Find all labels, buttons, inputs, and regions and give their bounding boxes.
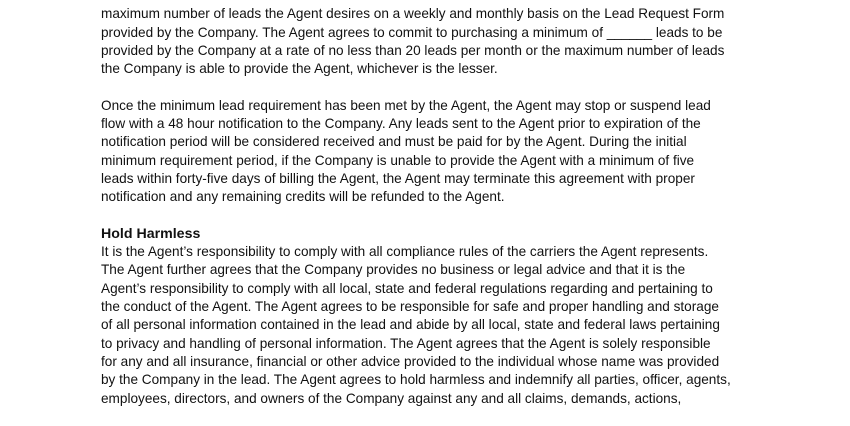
text-line: Agent’s responsibility to comply with all local, state and federal regulations regarding and pertaining to xyxy=(101,280,713,296)
text-line: provided by the Company. The Agent agrees to commit to purchasing a minimum of ______ leads to be xyxy=(101,24,723,40)
text-line: Once the minimum lead requirement has been met by the Agent, the Agent may stop or suspend lead xyxy=(101,97,711,113)
text-line: to privacy and handling of personal information. The Agent agrees that the Agent is solely responsible xyxy=(101,335,711,351)
text-line: minimum requirement period, if the Company is unable to provide the Agent with a minimum of five xyxy=(101,152,695,168)
text-line: notification and any remaining credits will be refunded to the Agent. xyxy=(101,189,505,205)
text-line: flow with a 48 hour notification to the Company. Any leads sent to the Agent prior to expiration of the xyxy=(101,116,701,132)
text-line: notification period will be considered received and must be paid for by the Agent. During the initial xyxy=(101,134,687,150)
text-line: the Company is able to provide the Agent, whichever is the lesser. xyxy=(101,61,498,77)
text-line: of all personal information contained in the lead and abide by all local, state and federal laws pertaining xyxy=(101,317,720,333)
text-line: employees, directors, and owners of the Company against any and all claims, demands, actions, xyxy=(101,390,682,406)
section-hold-harmless xyxy=(101,225,751,408)
document-page xyxy=(101,0,751,426)
text-line: maximum number of leads the Agent desires on a weekly and monthly basis on the Lead Request Form xyxy=(101,6,725,22)
paragraph-gap xyxy=(101,207,751,225)
text-line: for any and all insurance, financial or other advice provided to the individual whose name was provided xyxy=(101,353,720,369)
text-line: It is the Agent’s responsibility to comply with all compliance rules of the carriers the Agent represents. xyxy=(101,244,709,260)
section-heading: Hold Harmless xyxy=(101,225,201,242)
text-line: leads within forty-five days of billing the Agent, the Agent may terminate this agreement with proper xyxy=(101,170,695,186)
paragraph-gap xyxy=(101,78,751,96)
text-line: the conduct of the Agent. The Agent agrees to be responsible for safe and proper handling and storage xyxy=(101,299,719,315)
text-line: by the Company in the lead. The Agent agrees to hold harmless and indemnify all parties, officer, agents, xyxy=(101,372,731,388)
paragraph-minimum-requirement xyxy=(101,97,751,207)
text-line: The Agent further agrees that the Company provides no business or legal advice and that it is the xyxy=(101,262,686,278)
text-line: provided by the Company at a rate of no less than 20 leads per month or the maximum number of leads xyxy=(101,42,725,58)
paragraph-lead-request xyxy=(101,0,751,78)
